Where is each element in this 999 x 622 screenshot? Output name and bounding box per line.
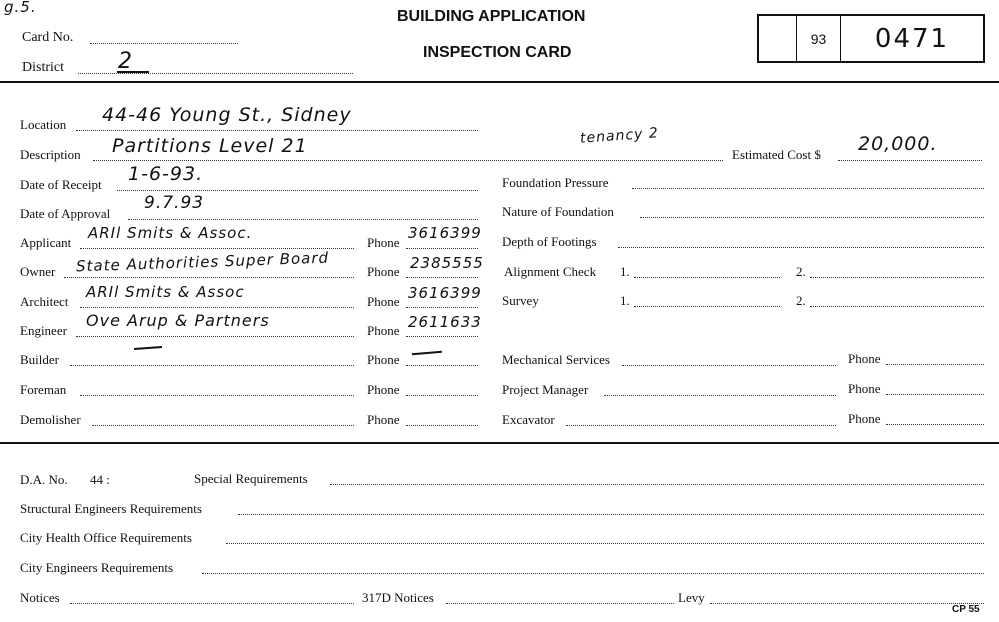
date-of-receipt-label: Date of Receipt (20, 177, 102, 192)
engineer-phone-field[interactable] (406, 336, 478, 337)
corner-annotation: g.5. (4, 0, 37, 16)
notices-field[interactable] (70, 603, 354, 604)
demolisher-field[interactable] (92, 425, 354, 426)
card-no-field[interactable] (90, 43, 238, 44)
depth-of-footings-label: Depth of Footings (502, 234, 597, 249)
engineer-value: Ove Arup & Partners (86, 311, 270, 330)
applicant-phone-label: Phone (367, 235, 400, 250)
form-title-line2: INSPECTION CARD (423, 44, 572, 61)
owner-field[interactable] (64, 277, 354, 278)
builder-phone-label: Phone (367, 352, 400, 367)
owner-phone-field[interactable] (406, 277, 478, 278)
project-manager-phone-field[interactable] (886, 394, 984, 395)
survey-1-label: 1. (620, 293, 630, 308)
survey-1-field[interactable] (634, 306, 780, 307)
foreman-phone-label: Phone (367, 382, 400, 397)
nature-of-foundation-field[interactable] (640, 217, 984, 218)
special-requirements-label: Special Requirements (194, 471, 308, 486)
owner-phone-value: 2385555 (410, 254, 484, 272)
architect-phone-field[interactable] (406, 307, 478, 308)
reference-number-box (757, 14, 985, 63)
foreman-label: Foreman (20, 382, 67, 397)
da-no-value: 44 : (90, 472, 110, 487)
builder-dash-mark (134, 346, 162, 350)
date-of-receipt-value: 1-6-93. (128, 163, 204, 185)
foreman-phone-field[interactable] (406, 395, 478, 396)
survey-2-label: 2. (796, 293, 806, 308)
excavator-field[interactable] (566, 425, 836, 426)
mechanical-services-label: Mechanical Services (502, 352, 610, 367)
engineer-phone-label: Phone (367, 323, 400, 338)
estimated-cost-label: Estimated Cost $ (732, 147, 821, 162)
survey-label: Survey (502, 293, 539, 308)
reference-box-number (841, 16, 983, 61)
form-title-line1: BUILDING APPLICATION (397, 8, 586, 25)
levy-label: Levy (678, 590, 705, 605)
foundation-pressure-label: Foundation Pressure (502, 175, 609, 190)
location-field[interactable] (76, 130, 478, 131)
project-manager-phone-label: Phone (848, 381, 881, 396)
alignment-check-2-field[interactable] (810, 277, 984, 278)
da-no-label: D.A. No. (20, 472, 68, 487)
alignment-check-2-label: 2. (796, 264, 806, 279)
location-value: 44-46 Young St., Sidney (102, 104, 352, 126)
architect-label: Architect (20, 294, 69, 309)
architect-phone-label: Phone (367, 294, 400, 309)
city-engineers-label: City Engineers Requirements (20, 560, 174, 575)
district-underline (117, 71, 149, 73)
builder-field[interactable] (70, 365, 354, 366)
applicant-phone-value: 3616399 (408, 224, 482, 242)
description-label: Description (20, 147, 81, 162)
mechanical-services-field[interactable] (622, 365, 836, 366)
alignment-check-label: Alignment Check (504, 264, 597, 279)
engineer-phone-value: 2611633 (408, 313, 482, 331)
date-of-approval-label: Date of Approval (20, 206, 111, 221)
estimated-cost-field[interactable] (838, 160, 982, 161)
engineer-label: Engineer (20, 323, 67, 338)
card-no-label: Card No. (22, 30, 74, 45)
applicant-phone-field[interactable] (406, 248, 478, 249)
notices-317d-label: 317D Notices (362, 590, 434, 605)
description-value: Partitions Level 21 (112, 135, 308, 157)
mechanical-phone-label: Phone (848, 351, 881, 366)
district-label: District (22, 60, 64, 75)
architect-value: ARIl Smits & Assoc (86, 283, 245, 301)
estimated-cost-value: 20,000. (858, 133, 938, 155)
engineer-field[interactable] (76, 336, 354, 337)
architect-phone-value: 3616399 (408, 284, 482, 302)
date-of-receipt-field[interactable] (117, 190, 478, 191)
excavator-label: Excavator (502, 412, 555, 427)
reference-number: 0471 (874, 23, 950, 54)
structural-engineers-field[interactable] (238, 514, 984, 515)
builder-label: Builder (20, 352, 59, 367)
excavator-phone-label: Phone (848, 411, 881, 426)
structural-engineers-label: Structural Engineers Requirements (20, 501, 202, 516)
location-label: Location (20, 117, 67, 132)
header-divider (0, 81, 999, 83)
city-engineers-field[interactable] (202, 573, 984, 574)
survey-2-field[interactable] (810, 306, 984, 307)
description-field[interactable] (93, 160, 723, 161)
applicant-label: Applicant (20, 235, 72, 250)
alignment-check-1-field[interactable] (634, 277, 780, 278)
city-health-label: City Health Office Requirements (20, 530, 192, 545)
tenancy-note: tenancy 2 (579, 125, 660, 147)
date-of-approval-value: 9.7.93 (144, 193, 205, 213)
excavator-phone-field[interactable] (886, 424, 984, 425)
builder-phone-dash-mark (412, 351, 442, 356)
form-code: CP 55 (952, 604, 980, 615)
reference-box-blank (759, 16, 797, 61)
demolisher-phone-field[interactable] (406, 425, 478, 426)
depth-of-footings-field[interactable] (618, 247, 984, 248)
notices-317d-field[interactable] (446, 603, 674, 604)
levy-field[interactable] (710, 603, 984, 604)
foundation-pressure-field[interactable] (632, 188, 984, 189)
nature-of-foundation-label: Nature of Foundation (502, 204, 614, 219)
city-health-field[interactable] (226, 543, 984, 544)
architect-field[interactable] (80, 307, 354, 308)
date-of-approval-field[interactable] (128, 219, 478, 220)
mechanical-phone-field[interactable] (886, 364, 984, 365)
section-divider (0, 442, 999, 444)
special-requirements-field[interactable] (330, 484, 984, 485)
reference-year: 93 (810, 30, 827, 47)
district-value: 2 (118, 49, 133, 74)
owner-phone-label: Phone (367, 264, 400, 279)
owner-value: State Authorities Super Board (75, 248, 330, 276)
reference-box-year (797, 16, 841, 61)
demolisher-label: Demolisher (20, 412, 81, 427)
foreman-field[interactable] (80, 395, 354, 396)
demolisher-phone-label: Phone (367, 412, 400, 427)
owner-label: Owner (20, 264, 56, 279)
project-manager-label: Project Manager (502, 382, 589, 397)
project-manager-field[interactable] (604, 395, 836, 396)
builder-phone-field[interactable] (406, 365, 478, 366)
applicant-value: ARIl Smits & Assoc. (88, 224, 253, 242)
alignment-check-1-label: 1. (620, 264, 630, 279)
notices-label: Notices (20, 590, 60, 605)
